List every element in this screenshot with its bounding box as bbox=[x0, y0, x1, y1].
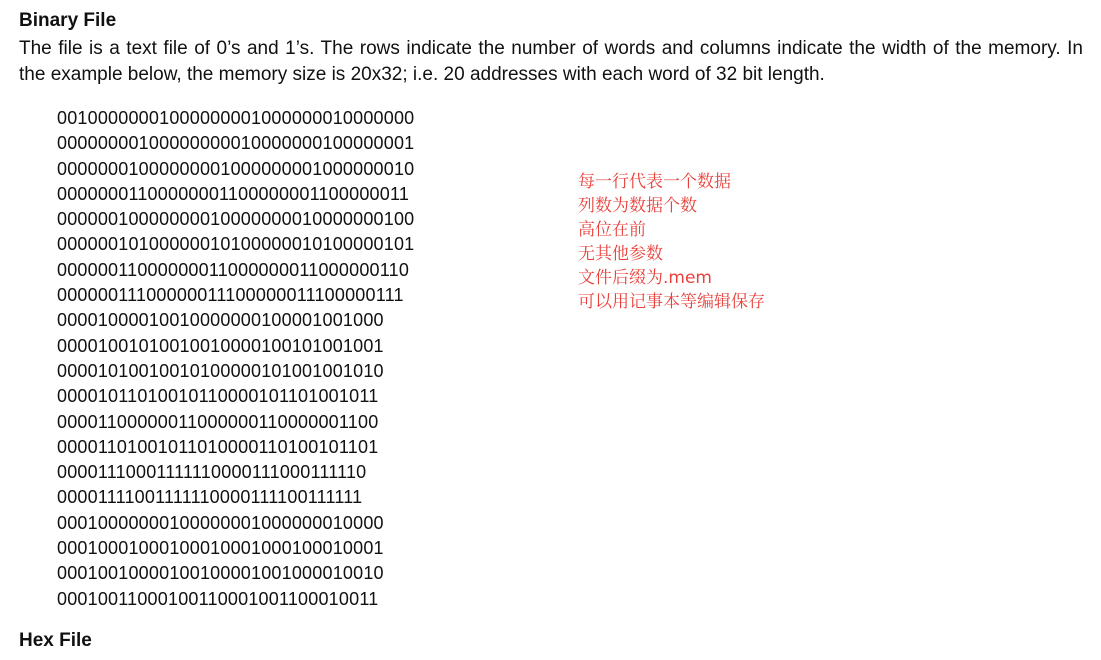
binary-row: 00001101001011010000110100101101 bbox=[57, 436, 379, 457]
annotation-notes bbox=[578, 170, 765, 314]
binary-row: 00010010000100100001001000010010 bbox=[57, 563, 384, 584]
annotation-note: 每一行代表一个数据 bbox=[578, 172, 731, 192]
binary-row: 00000000100000000010000000100000001 bbox=[57, 133, 415, 154]
binary-row: 00001110001111110000111000111110 bbox=[57, 462, 367, 483]
binary-row: 00010000000100000001000000010000 bbox=[57, 512, 384, 533]
binary-row: 00000010000000010000000010000000100 bbox=[57, 209, 415, 230]
binary-file-description: The file is a text file of 0’s and 1’s. The rows indicate the number of words and columns indicate the width of the memory. In the example below, the memory size is 20x32; i.e. 20 addresses with each word of 32 bit length. bbox=[19, 38, 1083, 85]
binary-row: 00100000001000000001000000010000000 bbox=[57, 108, 415, 128]
binary-row: 00001001010010010000100101001001 bbox=[57, 335, 384, 356]
binary-file-heading: Binary File bbox=[19, 10, 117, 31]
binary-row: 00000011000000011000000011000000110 bbox=[57, 259, 410, 280]
binary-row: 00001100000011000000110000001100 bbox=[57, 411, 379, 432]
binary-rows-list bbox=[57, 106, 414, 612]
binary-row: 00001010010010100000101001001010 bbox=[57, 360, 384, 381]
binary-row: 00000011100000011100000011100000111 bbox=[57, 285, 404, 306]
annotation-note: 可以用记事本等编辑保存 bbox=[578, 292, 765, 312]
annotation-note: 无其他参数 bbox=[578, 244, 663, 264]
binary-row: 00000001100000001100000001100000011 bbox=[57, 183, 410, 204]
hex-file-heading: Hex File bbox=[19, 630, 92, 651]
annotation-note: 高位在前 bbox=[578, 220, 646, 240]
binary-row: 00000001000000001000000001000000010 bbox=[57, 158, 415, 179]
binary-row: 00001111001111110000111100111111 bbox=[57, 487, 363, 508]
annotation-note: 文件后缀为.mem bbox=[578, 268, 712, 288]
binary-row: 00001000010010000000100001001000 bbox=[57, 310, 384, 331]
binary-row: 00010001000100010001000100010001 bbox=[57, 538, 384, 559]
binary-row: 00010011000100110001001100010011 bbox=[57, 588, 379, 609]
binary-row: 00000010100000010100000010100000101 bbox=[57, 234, 415, 255]
annotation-note: 列数为数据个数 bbox=[578, 196, 697, 216]
binary-row: 00001011010010110000101101001011 bbox=[57, 386, 379, 407]
